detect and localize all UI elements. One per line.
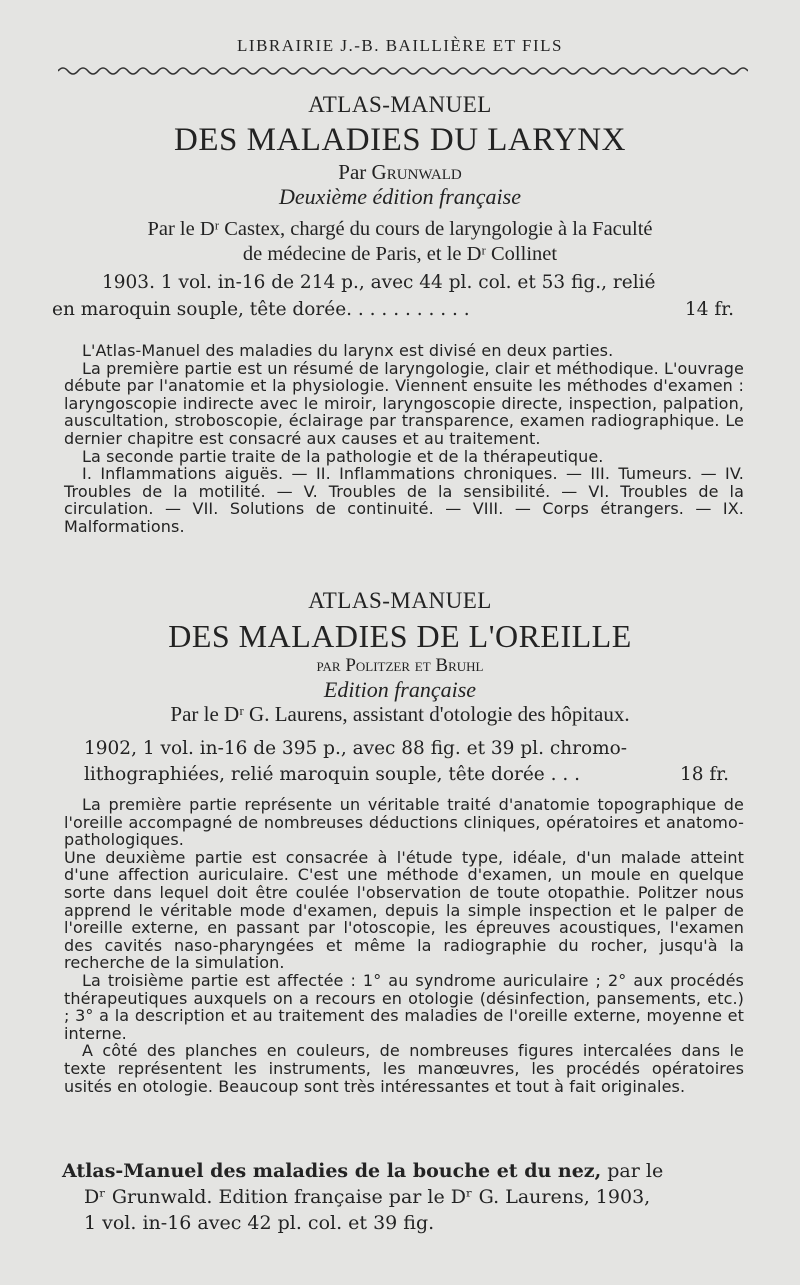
pub-line-1: 1902, 1 vol. in-16 de 395 p., avec 88 fig. et 39 pl. chromo-: [84, 738, 628, 759]
book-edition: Edition française: [323, 677, 477, 702]
ad-line-1: [62, 1158, 746, 1184]
book-author: [0, 160, 800, 185]
translator-line: Par le Dʳ G. Laurens, assistant d'otologie des hôpitaux.: [170, 702, 630, 726]
pub-line-2: en maroquin souple, tête dorée. . . . . . . . . . .: [52, 299, 470, 320]
wavy-rule: [58, 65, 748, 77]
chapter-list: I. Inflammations aiguës. — II. Inflammations chroniques. — III. Tumeurs. — IV. Troubles de la motilité. — V. Troubles de la sensibilité. — VI. Troubles de la circulation. — VII. Solutions de continuité. — VIII. — Corps étrangers. — IX. Malformations.: [64, 464, 744, 536]
ad-line-2: Dʳ Grunwald. Edition française par le Dʳ G. Laurens, 1903,: [84, 1186, 651, 1208]
book-kicker: ATLAS-MANUEL: [308, 588, 492, 613]
paragraph: Une deuxième partie est consacrée à l'étude type, idéale, d'un malade atteint d'une affection auriculaire. C'est une méthode d'examen, un moule en quelque sorte dans lequel doit être coulée l'observation de toute otopathie. Politzer nous apprend le véritable mode d'examen, depuis la simple inspection et le palper de l'oreille externe, en passant par l'otoscopie, les épreuves acoustiques, l'examen des cavités naso-pharyngées et même la radiographie du rocher, jusqu'à la recherche de la simulation.: [64, 847, 744, 973]
author-name: Grunwald: [371, 160, 462, 184]
ad-line-3: 1 vol. in-16 avec 42 pl. col. et 39 fig.: [84, 1212, 435, 1234]
price: 14 fr.: [685, 299, 734, 320]
paragraph: La première partie représente un véritable traité d'anatomie topographique de l'oreille accompagné de nombreuses déductions cliniques, opératoires et anatomo-pathologiques.: [64, 795, 744, 850]
description: [64, 342, 744, 536]
translator-line-1: Par le Dʳ Castex, chargé du cours de laryngologie à la Faculté: [147, 218, 653, 240]
translator-line-2: de médecine de Paris, et le Dʳ Collinet: [242, 243, 558, 265]
running-head: LIBRAIRIE J.-B. BAILLIÈRE ET FILS: [237, 36, 563, 55]
paragraph: A côté des planches en couleurs, de nombreuses figures intercalées dans le texte représentent les instruments, les manœuvres, les procédés opératoires usités en otologie. Beaucoup sont très intéressantes et tout à fait originales.: [64, 1041, 744, 1096]
description: [64, 796, 744, 1095]
author-prefix: Par: [338, 160, 367, 184]
paragraph: L'Atlas-Manuel des maladies du larynx est divisé en deux parties.: [82, 341, 614, 360]
book-bouche-nez: [62, 1158, 746, 1236]
book-title: Atlas-Manuel des maladies de la bouche et du nez,: [62, 1160, 602, 1182]
paragraph: La seconde partie traite de la pathologie et de la thérapeutique.: [82, 446, 604, 466]
price: 18 fr.: [680, 764, 729, 785]
book-title: DES MALADIES DE L'OREILLE: [168, 618, 632, 654]
book-title: DES MALADIES DU LARYNX: [174, 122, 626, 158]
title-tail: par le: [607, 1160, 664, 1182]
pub-line-2: lithographiées, relié maroquin souple, tête dorée . . .: [84, 764, 581, 785]
paragraph: La troisième partie est affectée : 1° au syndrome auriculaire ; 2° aux procédés thérapeutiques auxquels on a recours en otologie (désinfection, pansements, etc.) ; 3° a la description et au traitement des maladies de l'oreille externe, moyenne et interne.: [64, 970, 744, 1043]
pub-line-1: 1903. 1 vol. in-16 de 214 p., avec 44 pl. col. et 53 fig., relié: [102, 272, 656, 293]
book-kicker: ATLAS-MANUEL: [308, 92, 492, 117]
book-author: par Politzer et Bruhl: [316, 655, 484, 676]
paragraph: La première partie est un résumé de laryngologie, clair et méthodique. L'ouvrage débute par l'anatomie et la physiologie. Viennent ensuite les méthodes d'examen : laryngoscopie indirecte avec le miroir, laryngoscopie directe, inspection, palpation, auscultation, stroboscopie, éclairage par transparence, examen radiographique. Le dernier chapitre est consacré aux causes et au traitement.: [64, 358, 744, 448]
book-edition: Deuxième édition française: [279, 184, 521, 209]
